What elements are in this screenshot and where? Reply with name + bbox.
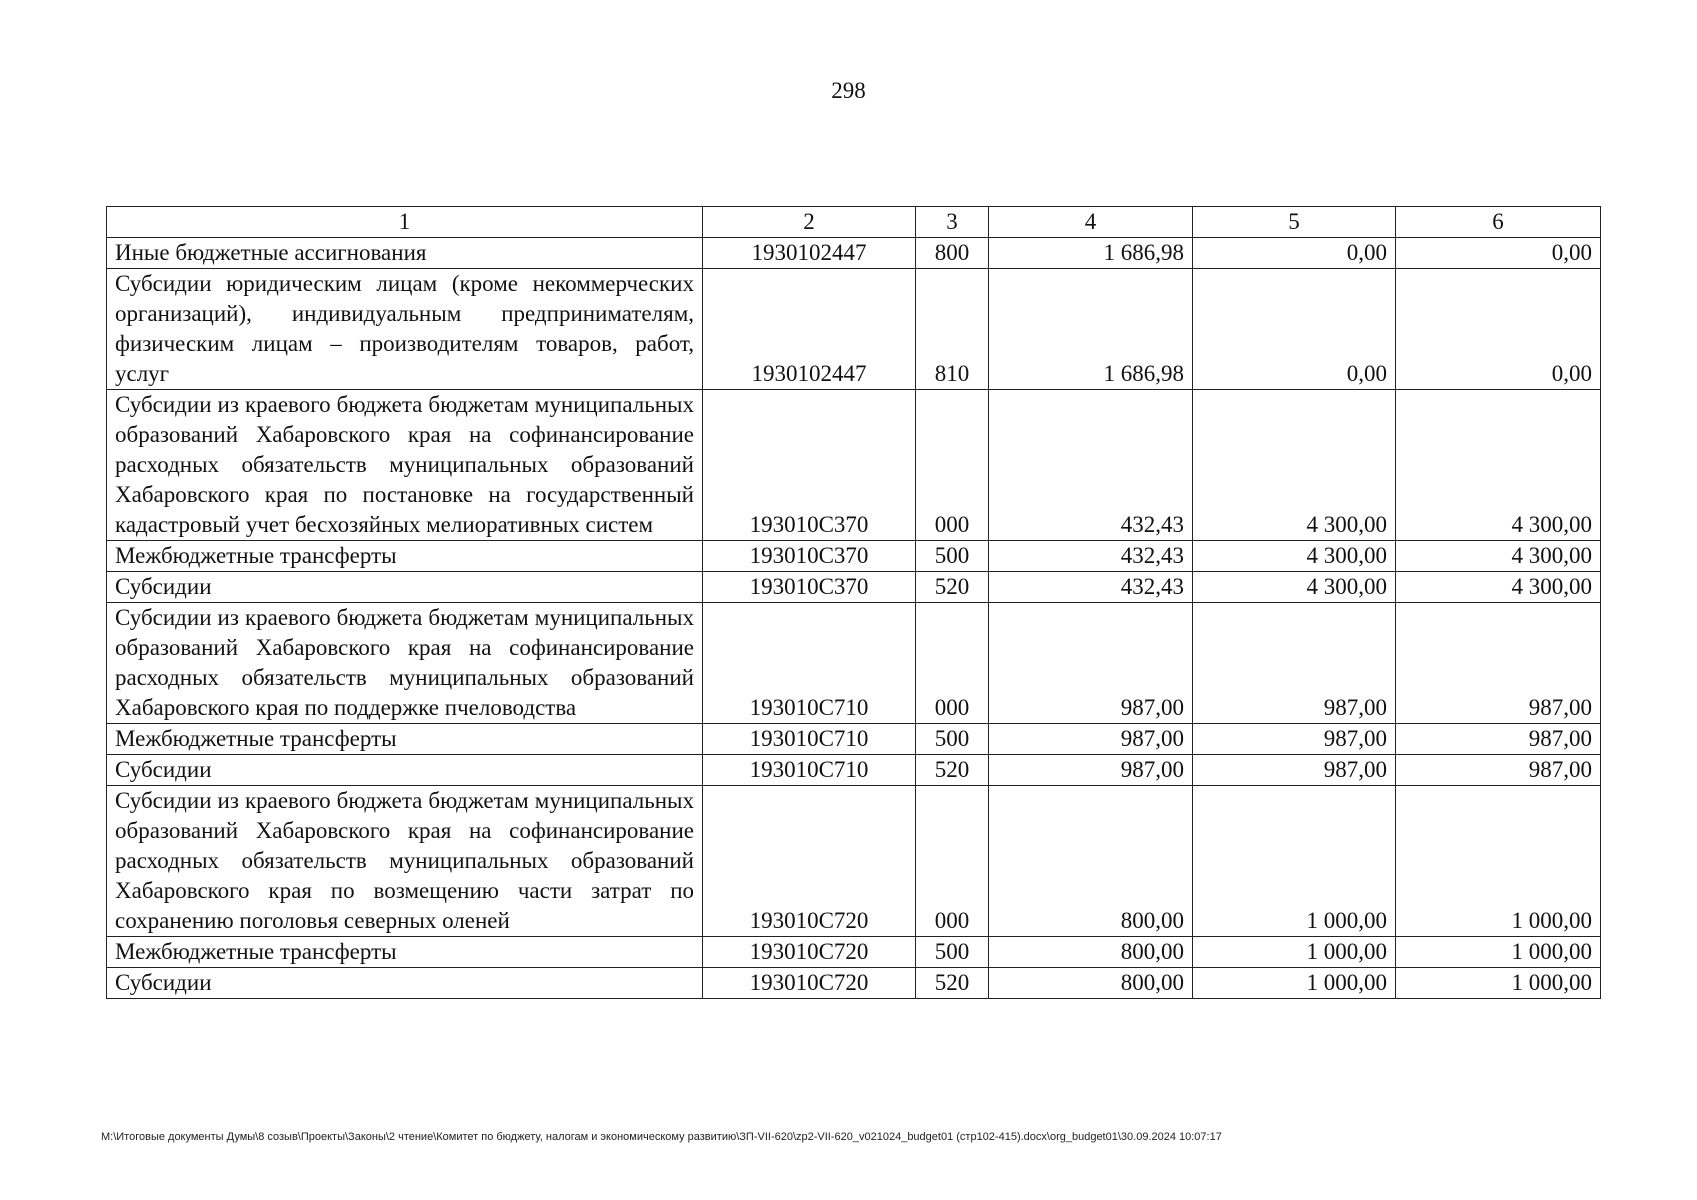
row-value-6: 4 300,00 (1396, 541, 1601, 572)
column-header-4: 4 (989, 207, 1193, 238)
table-row (107, 755, 1601, 786)
row-value-4: 987,00 (989, 724, 1193, 755)
column-header-2: 2 (703, 207, 916, 238)
table-row (107, 572, 1601, 603)
row-name: Субсидии (107, 968, 703, 999)
row-value-6: 1 000,00 (1396, 937, 1601, 968)
table-row (107, 968, 1601, 999)
column-header-5: 5 (1193, 207, 1396, 238)
row-value-4: 800,00 (989, 937, 1193, 968)
row-value-5: 4 300,00 (1193, 390, 1396, 541)
row-value-4: 800,00 (989, 968, 1193, 999)
row-value-4: 1 686,98 (989, 269, 1193, 390)
row-value-5: 4 300,00 (1193, 572, 1396, 603)
row-code: 193010C720 (703, 937, 916, 968)
table-row (107, 603, 1601, 724)
table-row (107, 238, 1601, 269)
row-value-6: 987,00 (1396, 724, 1601, 755)
row-name: Межбюджетные трансферты (107, 937, 703, 968)
row-type: 800 (916, 238, 989, 269)
row-value-6: 987,00 (1396, 603, 1601, 724)
row-name: Межбюджетные трансферты (107, 724, 703, 755)
row-type: 000 (916, 390, 989, 541)
row-name: Субсидии из краевого бюджета бюджетам муниципальных образований Хабаровского края на софинансирование расходных обязательств муниципальных образований Хабаровского края по поддержке пчеловодства (107, 603, 703, 724)
row-type: 500 (916, 724, 989, 755)
table-row (107, 541, 1601, 572)
row-value-6: 0,00 (1396, 269, 1601, 390)
row-code: 193010C710 (703, 603, 916, 724)
row-value-5: 987,00 (1193, 724, 1396, 755)
document-file-path: M:\Итоговые документы Думы\8 созыв\Проекты\Законы\2 чтение\Комитет по бюджету, налогам и экономическому развитию\ЗП-VII-620\zp2-VII-620_v021024_budget01 (стр102-415).docx\org_budget01\30.09.2024 10:07:17 (101, 1131, 1222, 1143)
table-row (107, 937, 1601, 968)
row-value-5: 1 000,00 (1193, 968, 1396, 999)
row-value-4: 987,00 (989, 755, 1193, 786)
row-value-5: 987,00 (1193, 755, 1396, 786)
table-row (107, 390, 1601, 541)
row-code: 193010C720 (703, 786, 916, 937)
row-value-6: 1 000,00 (1396, 786, 1601, 937)
row-code: 193010C370 (703, 572, 916, 603)
row-type: 500 (916, 937, 989, 968)
table-row (107, 269, 1601, 390)
row-value-4: 987,00 (989, 603, 1193, 724)
row-type: 500 (916, 541, 989, 572)
row-type: 000 (916, 603, 989, 724)
row-name: Субсидии из краевого бюджета бюджетам муниципальных образований Хабаровского края на софинансирование расходных обязательств муниципальных образований Хабаровского края по возмещению части затрат по сохранению поголовья северных оленей (107, 786, 703, 937)
row-type: 520 (916, 755, 989, 786)
row-name: Субсидии (107, 572, 703, 603)
row-name: Субсидии (107, 755, 703, 786)
row-value-5: 987,00 (1193, 603, 1396, 724)
row-type: 520 (916, 572, 989, 603)
row-value-5: 0,00 (1193, 238, 1396, 269)
row-value-5: 1 000,00 (1193, 786, 1396, 937)
row-type: 520 (916, 968, 989, 999)
row-value-6: 1 000,00 (1396, 968, 1601, 999)
row-name: Иные бюджетные ассигнования (107, 238, 703, 269)
row-type: 810 (916, 269, 989, 390)
row-value-5: 1 000,00 (1193, 937, 1396, 968)
row-value-6: 987,00 (1396, 755, 1601, 786)
column-header-1: 1 (107, 207, 703, 238)
column-header-3: 3 (916, 207, 989, 238)
row-code: 193010C370 (703, 541, 916, 572)
page-number: 298 (831, 78, 866, 103)
row-value-6: 0,00 (1396, 238, 1601, 269)
row-value-4: 1 686,98 (989, 238, 1193, 269)
row-value-4: 800,00 (989, 786, 1193, 937)
row-value-5: 4 300,00 (1193, 541, 1396, 572)
row-code: 1930102447 (703, 269, 916, 390)
row-code: 193010C720 (703, 968, 916, 999)
budget-table (106, 206, 1601, 999)
row-name: Субсидии из краевого бюджета бюджетам муниципальных образований Хабаровского края на софинансирование расходных обязательств муниципальных образований Хабаровского края по постановке на государственный кадастровый учет бесхозяйных мелиоративных систем (107, 390, 703, 541)
table-header-row (107, 207, 1601, 238)
row-value-5: 0,00 (1193, 269, 1396, 390)
row-code: 1930102447 (703, 238, 916, 269)
row-value-6: 4 300,00 (1396, 572, 1601, 603)
row-value-4: 432,43 (989, 541, 1193, 572)
row-code: 193010C370 (703, 390, 916, 541)
row-type: 000 (916, 786, 989, 937)
table-row (107, 786, 1601, 937)
row-name: Субсидии юридическим лицам (кроме некоммерческих организаций), индивидуальным предпринимателям, физическим лицам – производителям товаров, работ, услуг (107, 269, 703, 390)
row-value-6: 4 300,00 (1396, 390, 1601, 541)
row-value-4: 432,43 (989, 572, 1193, 603)
table-row (107, 724, 1601, 755)
row-value-4: 432,43 (989, 390, 1193, 541)
column-header-6: 6 (1396, 207, 1601, 238)
row-code: 193010C710 (703, 724, 916, 755)
row-code: 193010C710 (703, 755, 916, 786)
row-name: Межбюджетные трансферты (107, 541, 703, 572)
